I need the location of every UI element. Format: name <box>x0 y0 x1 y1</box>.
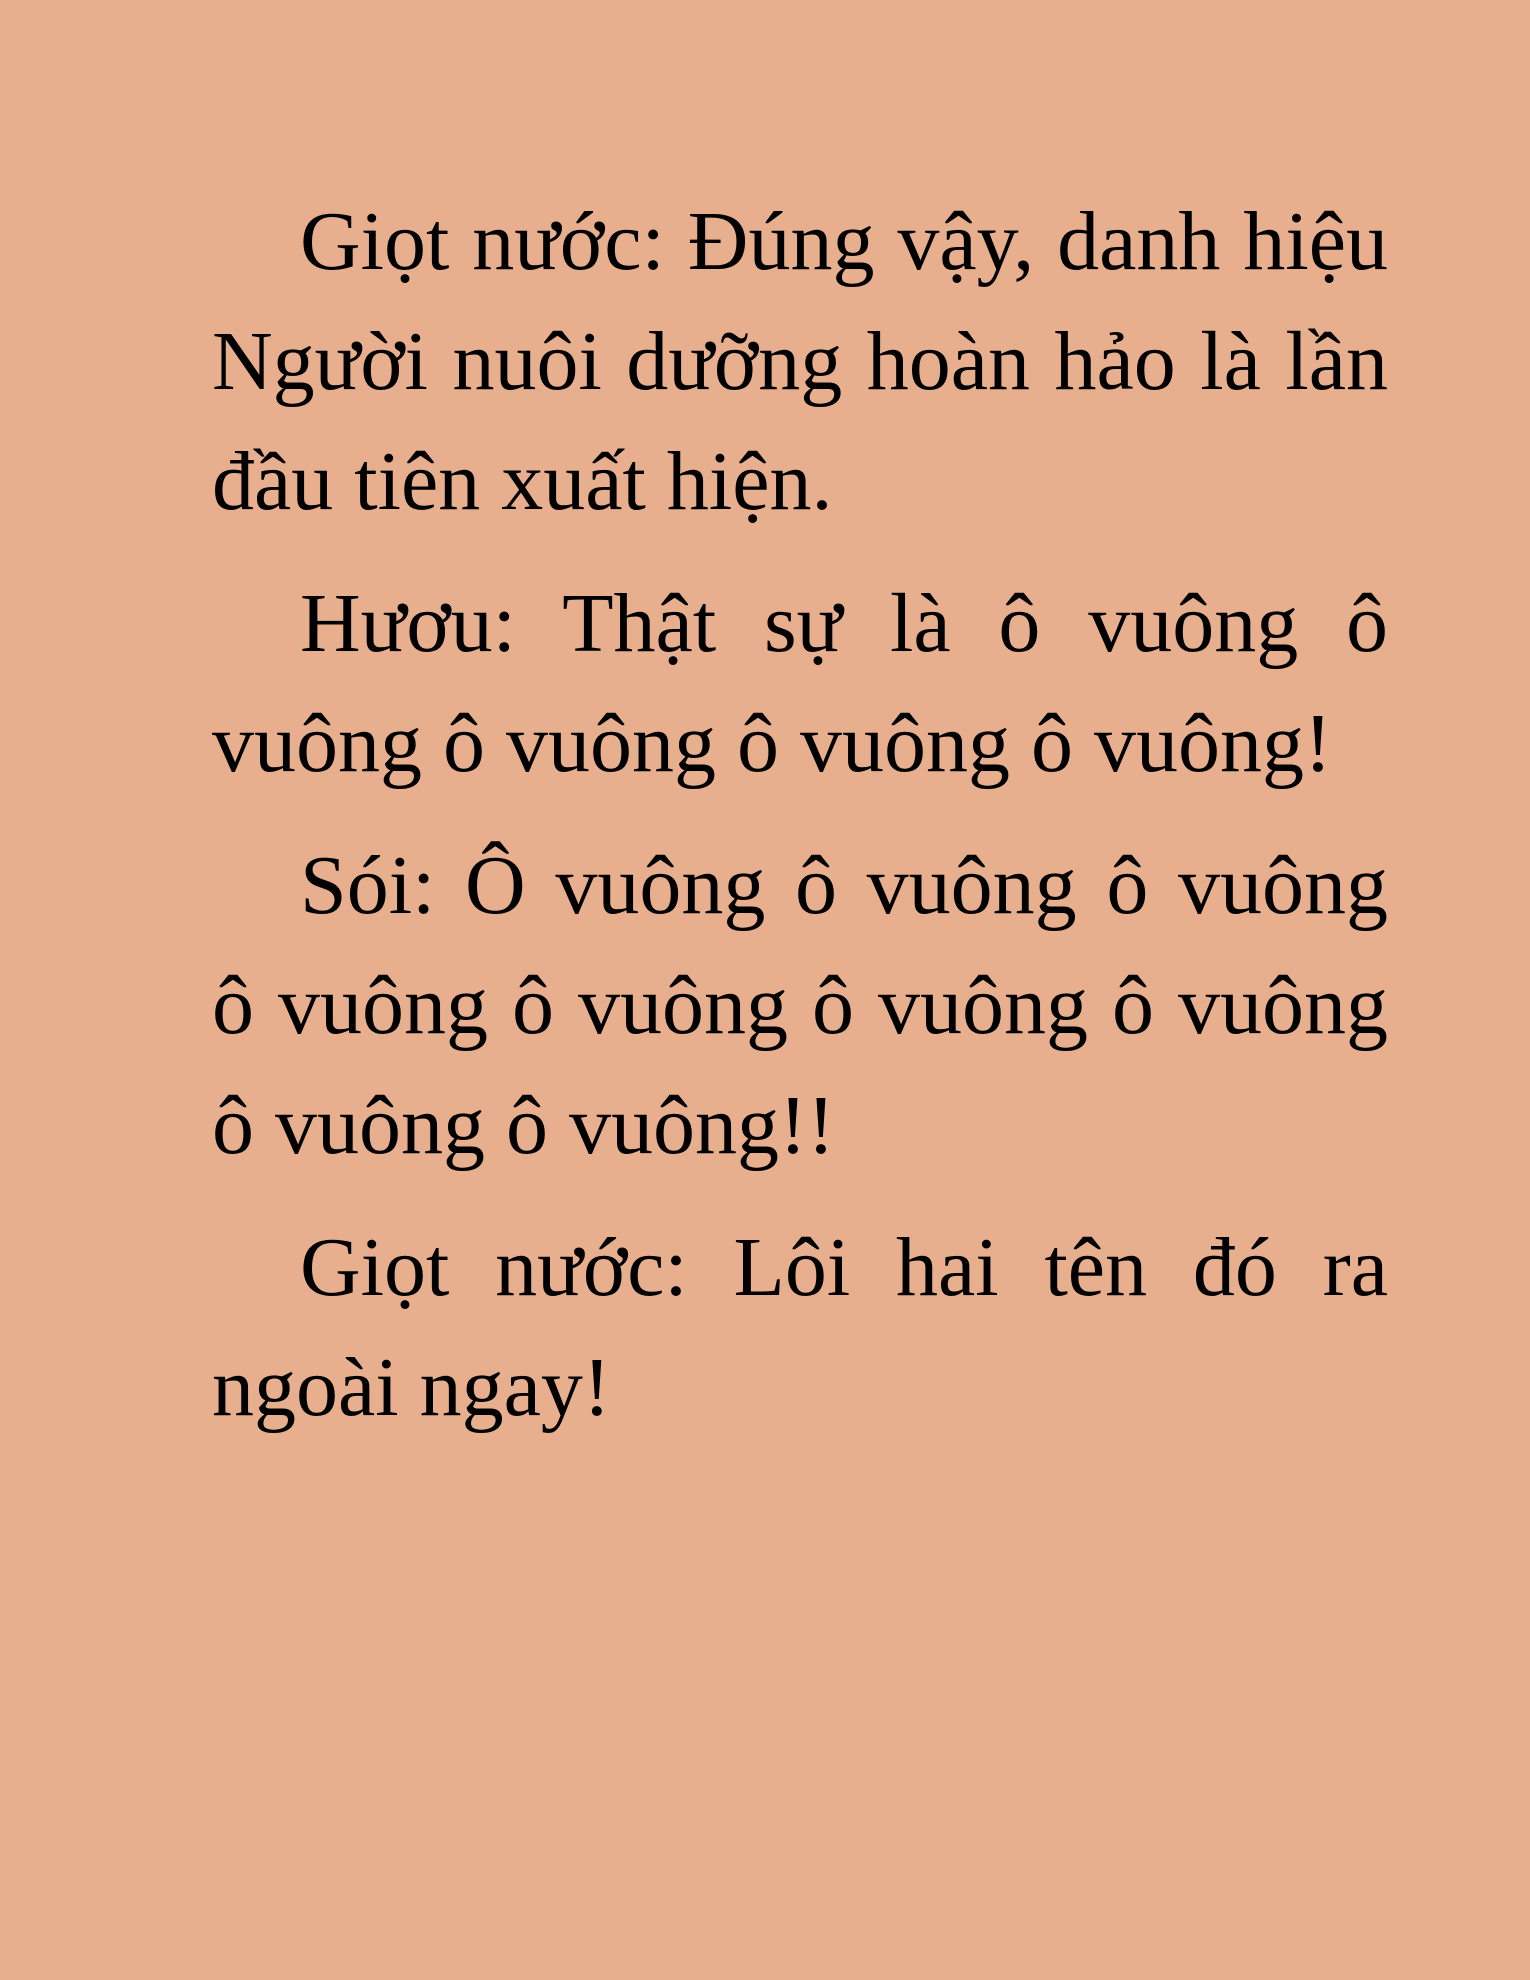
paragraph-deer: Hươu: Thật sự là ô vuông ô vuông ô vuông ô vuông ô vuông! <box>212 577 1388 790</box>
paragraph-wolf: Sói: Ô vuông ô vuông ô vuông ô vuông ô vuông ô vuông ô vuông ô vuông ô vuông!! <box>212 839 1388 1172</box>
paragraph-droplet-1: Giọt nước: Đúng vậy, danh hiệu Người nuôi dưỡng hoàn hảo là lần đầu tiên xuất hiện. <box>212 195 1388 528</box>
document-page <box>212 182 1388 1470</box>
paragraph-droplet-2: Giọt nước: Lôi hai tên đó ra ngoài ngay! <box>212 1221 1388 1434</box>
